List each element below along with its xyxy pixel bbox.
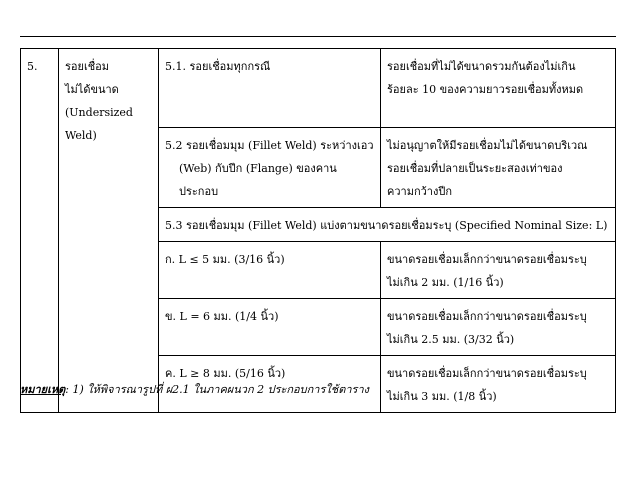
defect-type-line: Weld) xyxy=(65,129,97,142)
criteria-cell-5-2 xyxy=(381,128,616,208)
footnote-text: : 1) ให้พิจารณารูปที่ ผ2.1 ในภาคผนวก 2 ประกอบการใช้ตาราง xyxy=(65,383,370,396)
condition-text: ก. L ≤ 5 มม. (3/16 นิ้ว) xyxy=(165,253,285,266)
condition-text: ค. L ≥ 8 มม. (5/16 นิ้ว) xyxy=(165,367,286,380)
criteria-cell-5-1 xyxy=(381,49,616,128)
item-number-cell xyxy=(21,49,59,413)
condition-cell-b xyxy=(159,299,381,356)
condition-text: 5.1. รอยเชื่อมทุกกรณี xyxy=(165,60,271,73)
criteria-cell-b xyxy=(381,299,616,356)
defect-type-cell xyxy=(59,49,159,413)
criteria-line: ขนาดรอยเชื่อมเล็กกว่าขนาดรอยเชื่อมระบุ xyxy=(387,253,587,266)
criteria-line: ไม่เกิน 3 มม. (1/8 นิ้ว) xyxy=(387,390,497,403)
table-row xyxy=(21,49,616,128)
condition-line: (Web) กับปีก (Flange) ของคาน xyxy=(179,162,337,175)
criteria-line: ไม่เกิน 2.5 มม. (3/32 นิ้ว) xyxy=(387,333,515,346)
condition-line: ประกอบ xyxy=(179,185,219,198)
criteria-cell-a xyxy=(381,242,616,299)
condition-cell-a xyxy=(159,242,381,299)
footnote xyxy=(20,380,369,398)
footnote-label: หมายเหตุ xyxy=(20,383,66,396)
criteria-line: ไม่เกิน 2 มม. (1/16 นิ้ว) xyxy=(387,276,504,289)
condition-text: ข. L = 6 มม. (1/4 นิ้ว) xyxy=(165,310,279,323)
criteria-line: ความกว้างปีก xyxy=(387,185,452,198)
item-number: 5. xyxy=(27,60,38,73)
defect-type-line: (Undersized xyxy=(65,106,133,119)
top-rule xyxy=(20,36,616,37)
criteria-line: รอยเชื่อมที่ไม่ได้ขนาดรวมกันต้องไม่เกิน xyxy=(387,60,576,73)
criteria-line: รอยเชื่อมที่ปลายเป็นระยะสองเท่าของ xyxy=(387,162,563,175)
weld-acceptance-table xyxy=(20,48,616,413)
criteria-line: ไม่อนุญาตให้มีรอยเชื่อมไม่ได้ขนาดบริเวณ xyxy=(387,139,588,152)
defect-type-line: รอยเชื่อม xyxy=(65,60,110,73)
condition-cell-5-2 xyxy=(159,128,381,208)
condition-line: 5.2 รอยเชื่อมมุม (Fillet Weld) ระหว่างเอว xyxy=(165,139,374,152)
criteria-line: ขนาดรอยเชื่อมเล็กกว่าขนาดรอยเชื่อมระบุ xyxy=(387,310,587,323)
defect-type-line: ไม่ได้ขนาด xyxy=(65,83,119,96)
section-5-3-header xyxy=(159,208,616,242)
criteria-line: ขนาดรอยเชื่อมเล็กกว่าขนาดรอยเชื่อมระบุ xyxy=(387,367,587,380)
criteria-line: ร้อยละ 10 ของความยาวรอยเชื่อมทั้งหมด xyxy=(387,83,584,96)
condition-cell-5-1 xyxy=(159,49,381,128)
section-header-text: 5.3 รอยเชื่อมมุม (Fillet Weld) แบ่งตามขนาดรอยเชื่อมระบุ (Specified Nominal Size: L) xyxy=(165,219,608,232)
criteria-cell-c xyxy=(381,356,616,413)
